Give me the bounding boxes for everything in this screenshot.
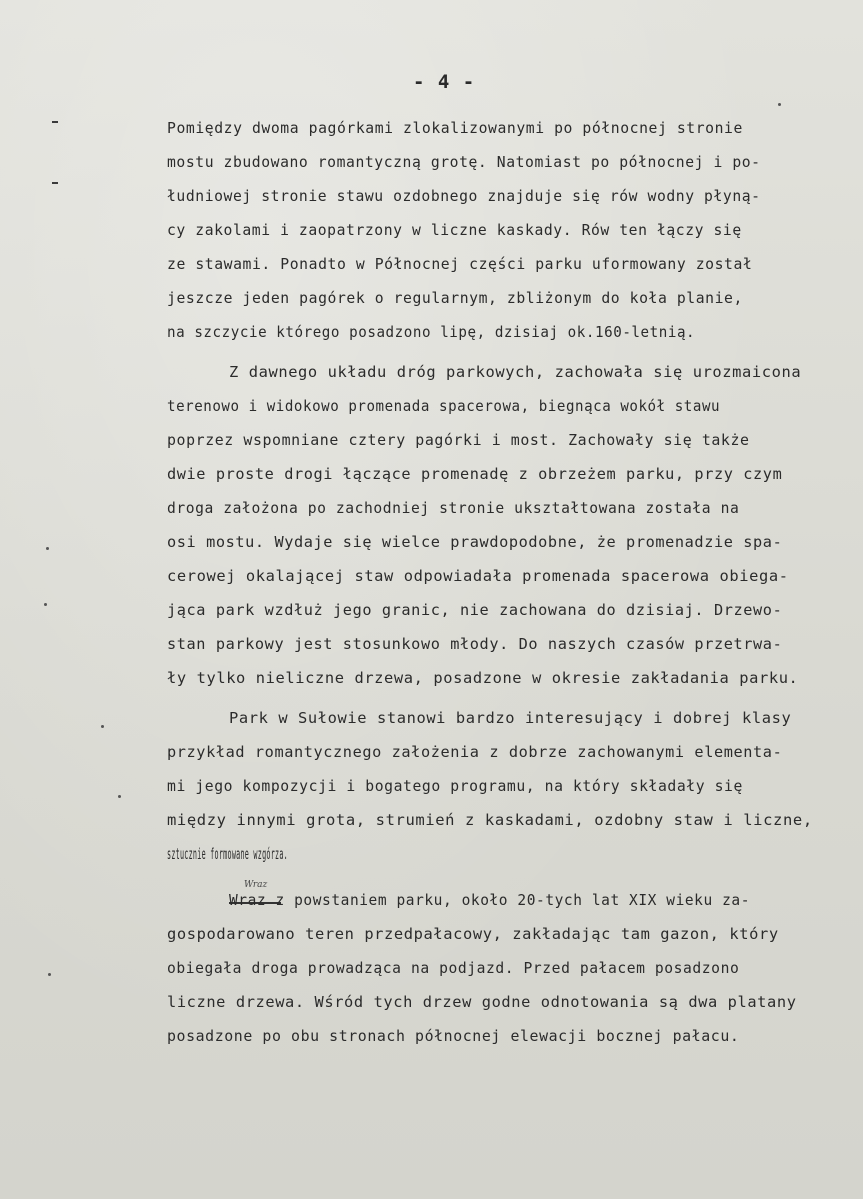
text-line: na szczycie którego posadzono lipę, dzisiaj ok.160-letnią. — [167, 323, 696, 341]
text-line: stan parkowy jest stosunkowo młody. Do naszych czasów przetrwa- — [167, 635, 783, 653]
text-line: jeszcze jeden pagórek o regularnym, zbliżonym do koła planie, — [167, 289, 743, 307]
margin-mark — [52, 182, 58, 184]
margin-dot — [48, 973, 51, 976]
text-line: mi jego kompozycji i bogatego programu, na który składały się — [167, 777, 743, 795]
text-line: Wraz z powstaniem parku, około 20-tych lat XIX wieku za- — [229, 891, 751, 909]
text-line: sztucznie formowane wzgórza. — [167, 845, 288, 863]
text-line: terenowo i widokowo promenada spacerowa, biegnąca wokół stawu — [167, 397, 721, 415]
text-line: poprzez wspomniane cztery pagórki i most. Zachowały się także — [167, 431, 750, 449]
margin-dot — [118, 795, 121, 798]
margin-dot — [46, 547, 49, 550]
text-line: droga założona po zachodniej stronie ukształtowana została na — [167, 499, 740, 517]
text-line: mostu zbudowano romantyczną grotę. Natomiast po północnej i po- — [167, 153, 761, 171]
text-line: przykład romantycznego założenia z dobrze zachowanymi elementa- — [167, 743, 783, 761]
text-line: osi mostu. Wydaje się wielce prawdopodobne, że promenadzie spa- — [167, 533, 783, 551]
text-line: między innymi grota, strumień z kaskadami, ozdobny staw i liczne, — [167, 811, 813, 829]
text-line: Z dawnego układu dróg parkowych, zachowała się urozmaicona — [229, 363, 802, 381]
text-line: Park w Sułowie stanowi bardzo interesujący i dobrej klasy — [229, 709, 792, 727]
text-line: jąca park wzdłuż jego granic, nie zachowana do dzisiaj. Drzewo- — [167, 601, 783, 619]
margin-dot — [101, 725, 104, 728]
margin-dot — [44, 603, 47, 606]
text-line: posadzone po obu stronach północnej elewacji bocznej pałacu. — [167, 1027, 740, 1045]
text-line: ły tylko nieliczne drzewa, posadzone w okresie zakładania parku. — [167, 669, 799, 687]
text-line: cerowej okalającej staw odpowiadała promenada spacerowa obiega- — [167, 567, 789, 585]
text-line: gospodarowano teren przedpałacowy, zakładając tam gazon, który — [167, 925, 779, 943]
handwritten-correction: Wraz — [244, 880, 268, 890]
text-line: Pomiędzy dwoma pagórkami zlokalizowanymi po północnej stronie — [167, 119, 743, 137]
text-line: łudniowej stronie stawu ozdobnego znajduje się rów wodny płyną- — [167, 187, 761, 205]
text-line: obiegała droga prowadząca na podjazd. Przed pałacem posadzono — [167, 959, 740, 977]
text-line: cy zakolami i zaopatrzony w liczne kaskady. Rów ten łączy się — [167, 221, 742, 239]
margin-dot — [778, 103, 781, 106]
text-line: ze stawami. Ponadto w Północnej części parku uformowany został — [167, 255, 753, 273]
text-line: dwie proste drogi łączące promenadę z obrzeżem parku, przy czym — [167, 465, 783, 483]
text-line: liczne drzewa. Wśród tych drzew godne odnotowania są dwa platany — [167, 993, 797, 1011]
margin-mark — [52, 121, 58, 123]
page-number: - 4 - — [413, 71, 476, 93]
